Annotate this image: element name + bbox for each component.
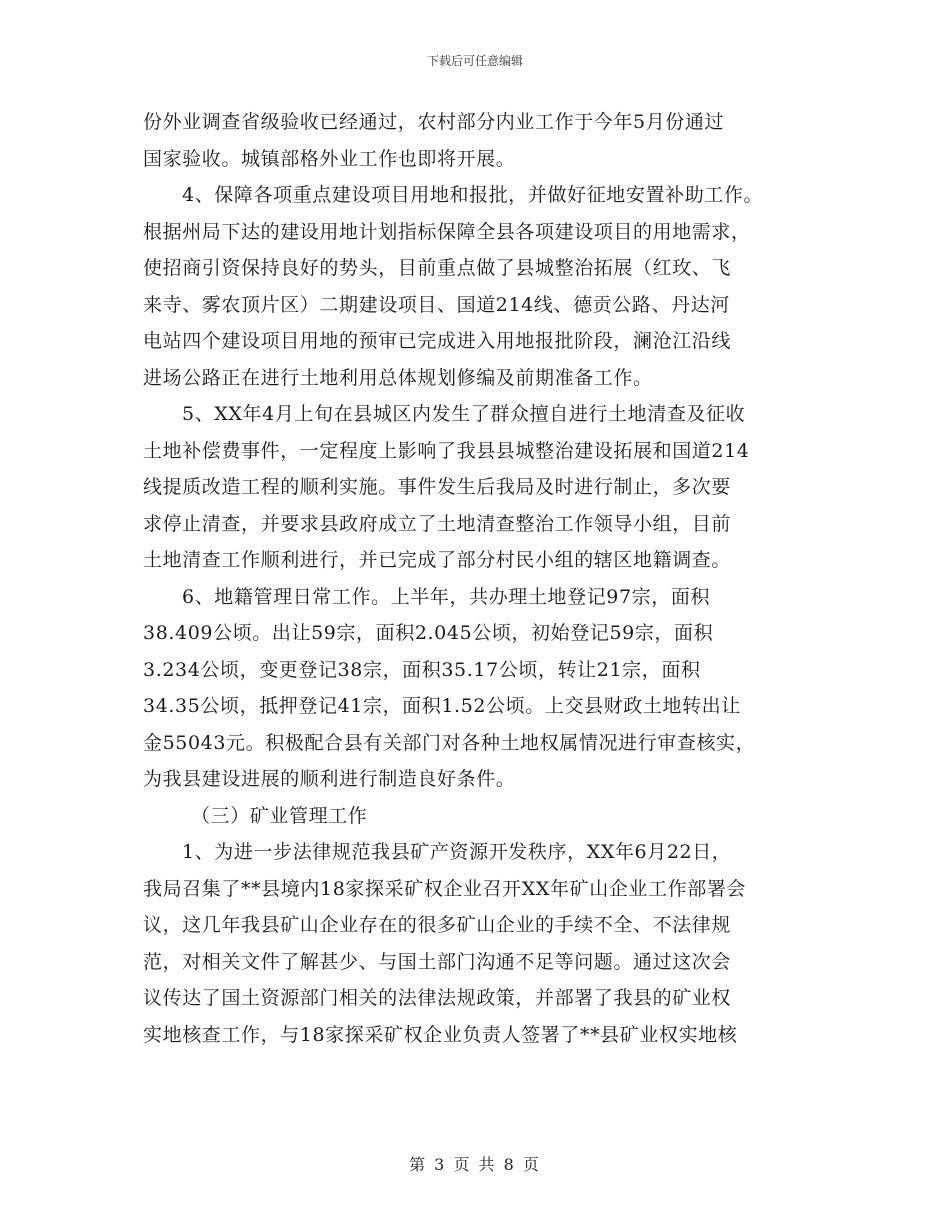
text-line: 土地清查工作顺利进行，并已完成了部分村民小组的辖区地籍调查。	[143, 549, 732, 571]
text-line: 进场公路正在进行土地利用总体规划修编及前期准备工作。	[143, 366, 653, 389]
text-line: 1、为进一步法律规范我县矿产资源开发秩序，XX年6月22日，	[182, 841, 732, 863]
section-heading: （三）矿业管理工作	[191, 804, 368, 827]
page-number-footer: 第 3 页 共 8 页	[409, 1155, 541, 1174]
text-line: 国家验收。城镇部格外业工作也即将开展。	[143, 147, 516, 170]
text-line: 我局召集了**县境内18家探采矿权企业召开XX年矿山企业工作部署会	[143, 877, 747, 900]
text-line: 4、保障各项重点建设项目用地和报批，并做好征地安置补助工作。	[182, 184, 764, 206]
text-line: 实地核查工作，与18家探采矿权企业负责人签署了**县矿业权实地核	[143, 1023, 738, 1046]
text-line: 求停止清查，并要求县政府成立了土地清查整治工作领导小组，目前	[143, 512, 732, 535]
text-line: 38.409公顷。出让59宗，面积2.045公顷，初始登记59宗，面积	[143, 622, 714, 644]
page-header: 下载后可任意编辑	[426, 54, 523, 68]
text-line: 来寺、雾农顶片区）二期建设项目、国道214线、德贡公路、丹达河	[143, 293, 730, 316]
text-line: 土地补偿费事件，一定程度上影响了我县县城整治建设拓展和国道214	[143, 439, 750, 462]
text-line: 根据州局下达的建设用地计划指标保障全县各项建设项目的用地需求，	[143, 220, 751, 243]
document-body	[143, 104, 833, 1053]
text-line: 使招商引资保持良好的势头，目前重点做了县城整治拓展（红玫、飞	[143, 257, 732, 279]
text-line: 5、XX年4月上旬在县城区内发生了群众擅自进行土地清查及征收	[182, 403, 746, 425]
text-line: 份外业调查省级验收已经通过，农村部分内业工作于今年5月份通过	[143, 111, 725, 133]
text-line: 金55043元。积极配合县有关部门对各种土地权属情况进行审查核实，	[143, 731, 756, 754]
text-line: 3.234公顷，变更登记38宗，面积35.17公顷，转让21宗，面积	[143, 658, 701, 681]
text-line: 为我县建设进展的顺利进行制造良好条件。	[143, 768, 516, 790]
text-line: 议，这几年我县矿山企业存在的很多矿山企业的手续不全、不法律规	[143, 914, 732, 936]
text-line: 电站四个建设项目用地的预审已完成进入用地报批阶段，澜沧江沿线	[143, 330, 732, 352]
text-line: 范，对相关文件了解甚少、与国土部门沟通不足等问题。通过这次会	[143, 950, 732, 973]
text-line: 线提质改造工程的顺利实施。事件发生后我局及时进行制止，多次要	[143, 476, 732, 498]
text-line: 34.35公顷，抵押登记41宗，面积1.52公顷。上交县财政土地转出让	[143, 695, 741, 717]
text-line: 6、地籍管理日常工作。上半年，共办理土地登记97宗，面积	[182, 585, 711, 608]
text-line: 议传达了国土资源部门相关的法律法规政策，并部署了我县的矿业权	[143, 987, 732, 1009]
